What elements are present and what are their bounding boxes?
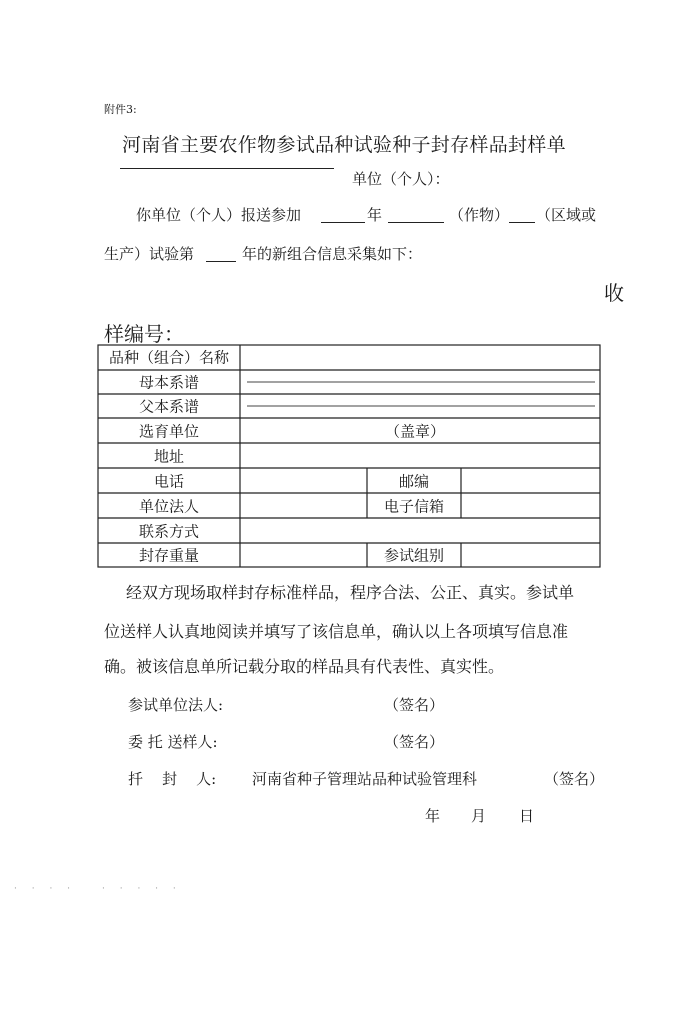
legal-rep-label: 单位法人 bbox=[138, 497, 200, 516]
statement-line-3: 确。被该信息单所记载分取的样品具有代表性、真实性。 bbox=[104, 657, 505, 676]
sender-sign-mark: （签名） bbox=[384, 733, 445, 751]
sealer-sign-mark: （签名） bbox=[544, 770, 605, 788]
contact-label: 联系方式 bbox=[138, 522, 200, 541]
form-title: 河南省主要农作物参试品种试验种子封存样品封样单 bbox=[122, 134, 566, 156]
mother-pedigree-label: 母本系谱 bbox=[138, 373, 200, 392]
statement-line-2: 位送样人认真地阅读并填写了该信息单，确认以上各项填写信息准 bbox=[104, 622, 569, 641]
variety-name-label: 品种（组合）名称 bbox=[108, 348, 230, 367]
intro-text-f: 年的新组合信息采集如下： bbox=[242, 245, 423, 263]
year-blank bbox=[321, 222, 365, 223]
date-month: 月 bbox=[471, 807, 487, 825]
info-table bbox=[97, 344, 601, 568]
sample-no-label-part2: 样编号： bbox=[104, 322, 184, 346]
trial-year-blank bbox=[206, 261, 236, 262]
scan-speckle-right: · · · · · bbox=[102, 884, 182, 894]
seal-mark: （盖章） bbox=[384, 422, 446, 441]
date-day: 日 bbox=[519, 807, 535, 825]
legal-sign-mark: （签名） bbox=[384, 696, 445, 714]
father-pedigree-label: 父本系谱 bbox=[138, 397, 200, 416]
intro-text-a: 你单位（个人）报送参加 bbox=[136, 206, 302, 224]
legal-signature-label: 参试单位法人: bbox=[128, 696, 224, 714]
date-year: 年 bbox=[425, 807, 441, 825]
crop-blank bbox=[388, 222, 444, 223]
postcode-label: 邮编 bbox=[398, 472, 430, 491]
intro-text-e: 生产）试验第 bbox=[104, 245, 195, 263]
scan-speckle-left: · · · · bbox=[14, 884, 77, 894]
sealer-org: 河南省种子管理站品种试验管理科 bbox=[252, 770, 478, 788]
attachment-label: 附件3: bbox=[104, 103, 137, 116]
sample-no-label-part1: 收 bbox=[604, 281, 624, 305]
trial-group-label: 参试组别 bbox=[383, 546, 445, 565]
sender-signature-label: 委 托 送样人: bbox=[128, 733, 218, 751]
sealed-weight-label: 封存重量 bbox=[138, 546, 200, 565]
address-label: 地址 bbox=[153, 447, 185, 466]
email-label: 电子信箱 bbox=[383, 497, 445, 516]
statement-line-1: 经双方现场取样封存标准样品，程序合法、公正、真实。参试单 bbox=[126, 583, 575, 602]
breeder-unit-label: 选育单位 bbox=[138, 422, 200, 441]
region-blank bbox=[509, 222, 535, 223]
unit-name-blank bbox=[120, 168, 334, 169]
unit-label: 单位（个人）： bbox=[352, 170, 450, 188]
intro-text-c: （作物） bbox=[449, 206, 510, 224]
phone-label: 电话 bbox=[153, 472, 185, 491]
intro-text-b: 年 bbox=[367, 206, 383, 224]
intro-text-d: （区域或 bbox=[536, 206, 597, 224]
sealer-signature-label: 扦 封 人: bbox=[128, 770, 217, 788]
